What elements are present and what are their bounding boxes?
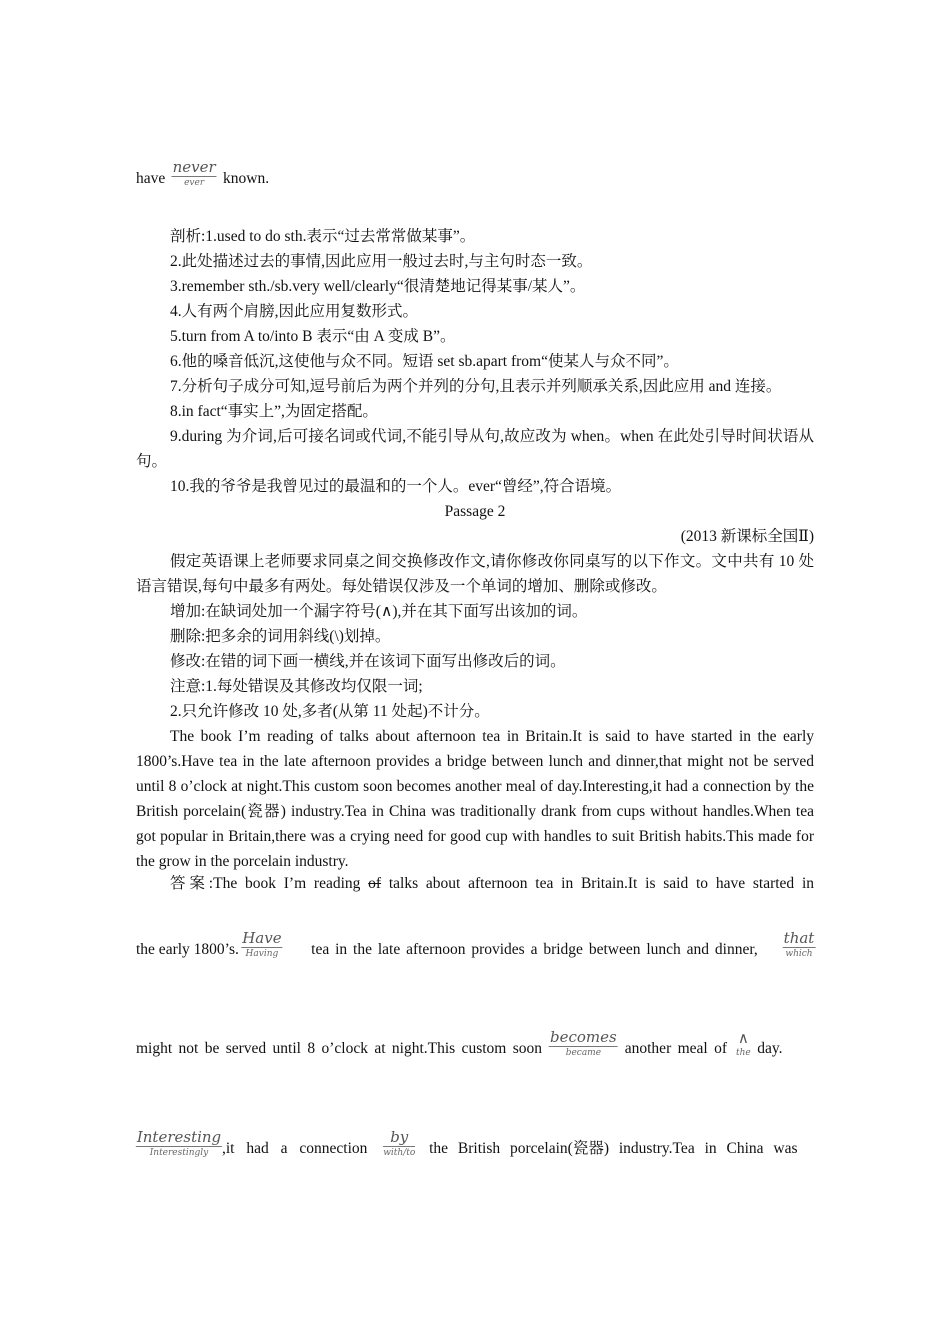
analysis-line: 5.turn from A to/into B 表示“由 A 变成 B”。 <box>170 328 456 345</box>
correction-top: never <box>172 158 216 176</box>
correction-that <box>783 929 815 962</box>
analysis-line: 8.in fact“事实上”,为固定搭配。 <box>170 403 378 420</box>
analysis-line: 剖析:1.used to do sth.表示“过去常常做某事”。 <box>170 228 476 245</box>
correction-bottom: with/to <box>383 1148 416 1158</box>
analysis-line: 10.我的爷爷是我曾见过的最温和的一个人。ever“曾经”,符合语境。 <box>170 478 622 495</box>
correction-never <box>169 158 219 191</box>
caret-icon: ∧ <box>737 1029 749 1047</box>
answer-text: the early 1800’s. <box>136 941 239 958</box>
word-known: known. <box>223 170 270 187</box>
analysis-line: 4.人有两个肩膀,因此应用复数形式。 <box>170 303 419 320</box>
analysis-block <box>136 224 814 874</box>
instruction-line: 2.只允许修改 10 处,多者(从第 11 处起)不计分。 <box>170 703 490 720</box>
instruction-line: 修改:在错的词下画一横线,并在该词下面写出修改后的词。 <box>170 653 566 670</box>
correction-bottom: became <box>565 1048 602 1058</box>
analysis-line: 6.他的嗓音低沉,这使他与众不同。短语 set sb.apart from“使某人与众不同”。 <box>170 353 679 370</box>
answer-segment <box>136 929 285 962</box>
passage-title: Passage 2 <box>444 503 506 520</box>
answer-text: day. <box>753 1040 783 1057</box>
analysis-line: 3.remember sth./sb.very well/clearly“很清楚地记得某事/某人”。 <box>170 278 586 295</box>
correction-top: that <box>783 929 815 947</box>
analysis-line: 2.此处描述过去的事情,因此应用一般过去时,与主句时态一致。 <box>170 253 593 270</box>
answer-line-4 <box>136 1128 814 1161</box>
analysis-line: 9.during 为介词,后可接名词或代词,不能引导从句,故应改为 when。when 在此处引导时间状语从句。 <box>136 428 814 470</box>
correction-by <box>379 1128 419 1161</box>
answer-text: might not be served until 8 o’clock at night.This custom soon <box>136 1040 549 1057</box>
correction-bottom: Having <box>245 949 279 959</box>
correction-insert-the <box>733 1029 753 1061</box>
answer-text: another meal of <box>618 1040 734 1057</box>
correction-top: becomes <box>550 1028 617 1046</box>
answer-text: talks about afternoon tea in Britain.It is said to have started in <box>381 875 815 892</box>
answer-line-1 <box>136 871 814 896</box>
essay-text: The book I’m reading of talks about afternoon tea in Britain.It is said to have started in the early 1800’s.Have tea in the late afternoon provides a bridge between lunch and dinner,that might not be served until 8 o’clock at night.This custom soon becomes another meal of day.Interesting,it had a connection by the British porcelain(瓷器) industry.Tea in China was traditionally drank from cups without handles.When tea got popular in Britain,there was a crying need for good cup with handles to suit British habits.This made for the grow in the porcelain industry. <box>136 728 814 870</box>
instruction-line: 假定英语课上老师要求同桌之间交换修改作文,请你修改你同桌写的以下作文。文中共有 10 处语言错误,每句中最多有两处。每处错误仅涉及一个单词的增加、删除或修改。 <box>136 553 814 595</box>
answer-text: ,it had a connection <box>222 1140 380 1157</box>
correction-bottom: Interestingly <box>149 1148 209 1158</box>
instruction-line: 注意:1.每处错误及其修改均仅限一词; <box>170 678 423 695</box>
correction-top: Interesting <box>136 1128 222 1146</box>
instruction-line: 增加:在缺词处加一个漏字符号(∧),并在其下面写出该加的词。 <box>170 603 588 620</box>
correction-bottom: which <box>785 949 813 959</box>
correction-interesting <box>136 1128 222 1161</box>
correction-top: Have <box>242 929 282 947</box>
answer-text: the British porcelain(瓷器) industry.Tea in China was <box>419 1140 798 1157</box>
word-have: have <box>136 170 166 187</box>
prev-answer-fragment <box>136 158 814 191</box>
correction-bottom: the <box>736 1048 751 1058</box>
correction-bottom: ever <box>184 178 205 188</box>
answer-text: 答案:The book I’m reading <box>170 875 369 892</box>
answer-line-3 <box>136 1028 814 1061</box>
correction-top: by <box>383 1129 415 1147</box>
correction-becomes <box>548 1028 618 1061</box>
source-note: (2013 新课标全国Ⅱ) <box>680 528 814 545</box>
analysis-line: 7.分析句子成分可知,逗号前后为两个并列的分句,且表示并列顺承关系,因此应用 and 连接。 <box>170 378 782 395</box>
answer-text: tea in the late afternoon provides a bridge between lunch and dinner, <box>311 941 758 958</box>
answer-line-2 <box>136 929 815 962</box>
instruction-line: 删除:把多余的词用斜线(\)划掉。 <box>170 628 391 645</box>
correction-have <box>239 929 285 962</box>
deleted-word: of <box>368 875 382 892</box>
